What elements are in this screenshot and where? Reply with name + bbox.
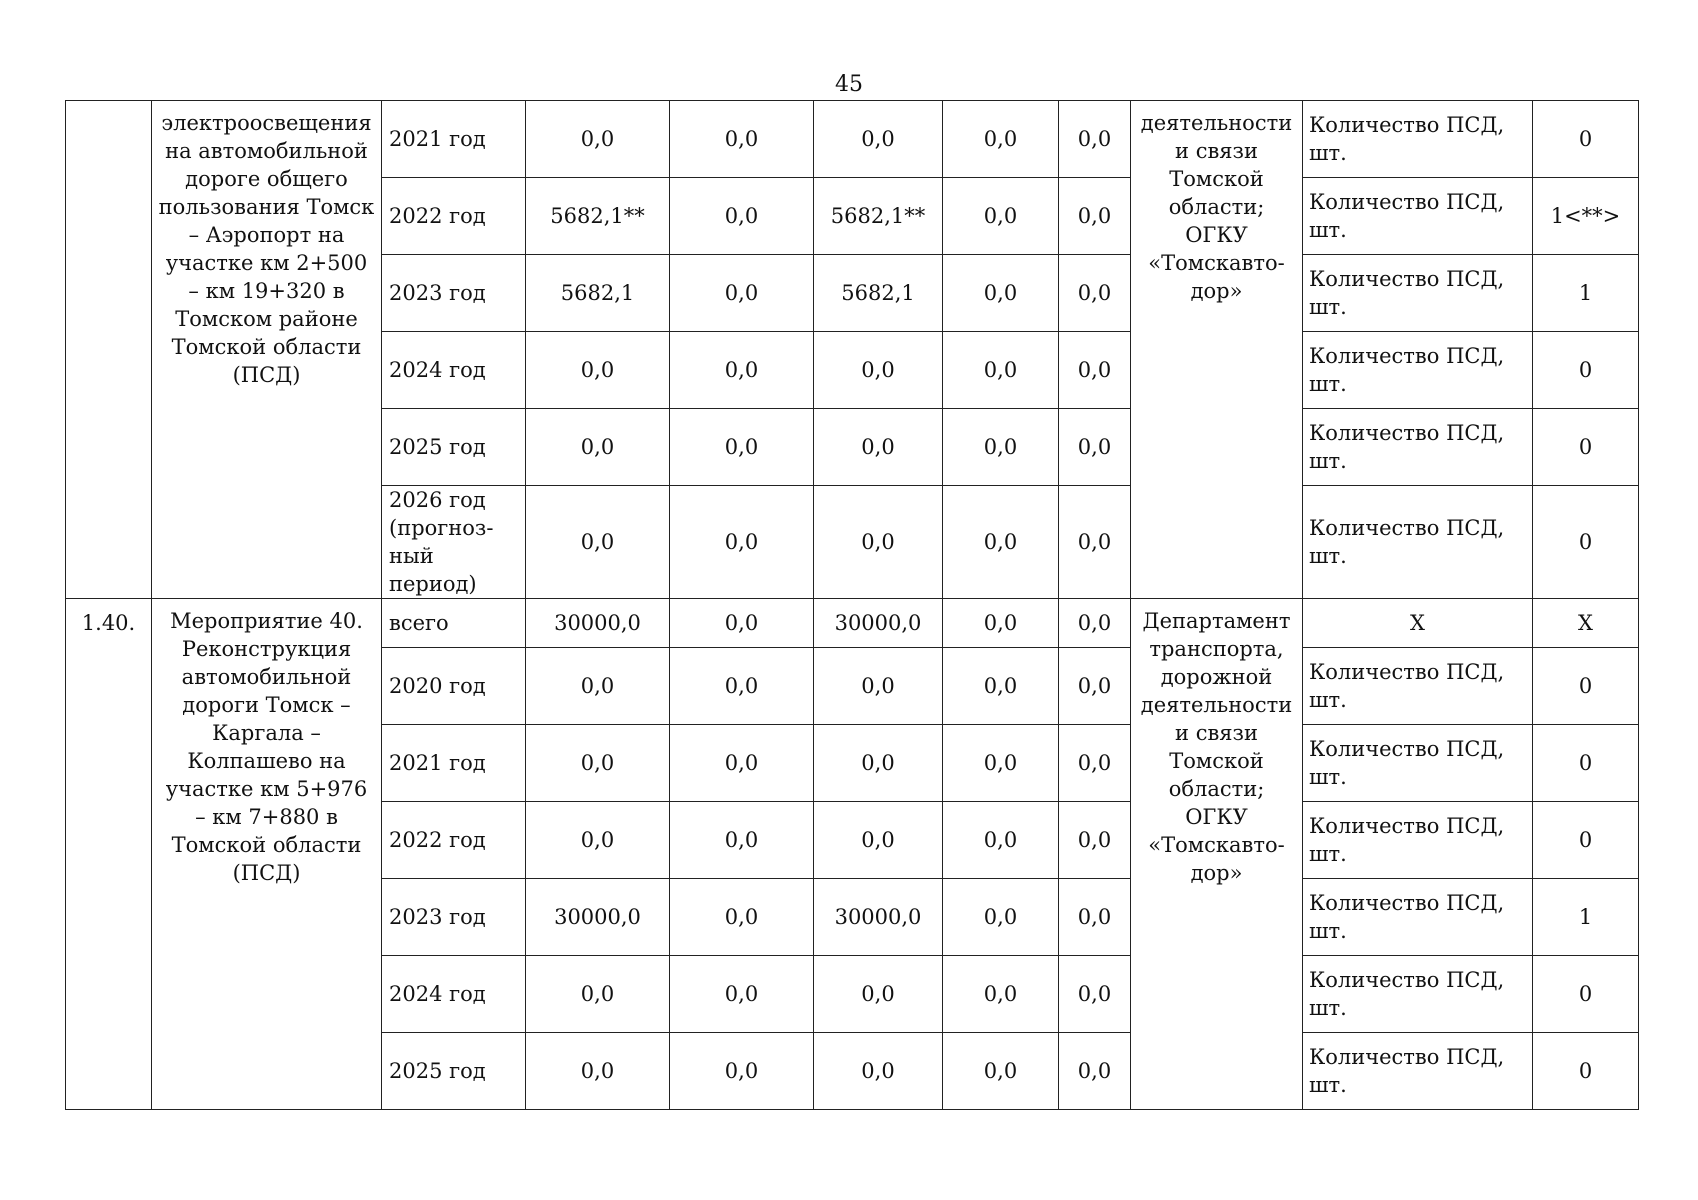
value-cell: 0,0 (943, 332, 1059, 409)
target-cell: 0 (1533, 648, 1639, 725)
value-cell: 0,0 (526, 725, 670, 802)
value-cell: 0,0 (670, 802, 814, 879)
value-cell: 0,0 (1059, 101, 1131, 178)
executor-cell: Департамент транспорта, дорожной деятельности и связи Томской области; ОГКУ «Томскавто-дор» (1131, 599, 1303, 1110)
value-cell: 0,0 (943, 1033, 1059, 1110)
value-cell: 0,0 (526, 409, 670, 486)
value-cell: 0,0 (814, 648, 943, 725)
value-cell: 0,0 (814, 332, 943, 409)
value-cell: 0,0 (814, 802, 943, 879)
value-cell: 0,0 (814, 725, 943, 802)
value-cell: 0,0 (943, 879, 1059, 956)
year-cell: 2020 год (382, 648, 526, 725)
year-cell: 2024 год (382, 956, 526, 1033)
target-cell: 0 (1533, 956, 1639, 1033)
value-cell: 30000,0 (526, 879, 670, 956)
value-cell: 0,0 (1059, 599, 1131, 648)
value-cell: 0,0 (943, 599, 1059, 648)
value-cell: 0,0 (670, 255, 814, 332)
executor-cell: деятельности и связи Томской области; ОГКУ «Томскавто-дор» (1131, 101, 1303, 599)
value-cell: 0,0 (526, 956, 670, 1033)
value-cell: 0,0 (670, 879, 814, 956)
indicator-cell: Количество ПСД, шт. (1303, 956, 1533, 1033)
value-cell: 0,0 (943, 486, 1059, 599)
table-row (66, 599, 1639, 648)
year-cell: 2023 год (382, 879, 526, 956)
value-cell: 0,0 (670, 648, 814, 725)
year-cell: 2024 год (382, 332, 526, 409)
value-cell: 5682,1** (814, 178, 943, 255)
value-cell: 0,0 (526, 648, 670, 725)
indicator-cell: Количество ПСД, шт. (1303, 725, 1533, 802)
value-cell: 0,0 (526, 101, 670, 178)
year-cell: 2021 год (382, 725, 526, 802)
indicator-cell: Количество ПСД, шт. (1303, 486, 1533, 599)
value-cell: 0,0 (943, 101, 1059, 178)
indicator-cell: Количество ПСД, шт. (1303, 802, 1533, 879)
item-index-cell (66, 101, 152, 599)
value-cell: 0,0 (1059, 255, 1131, 332)
value-cell: 0,0 (670, 101, 814, 178)
item-description-cell: электроосвещения на автомобильной дороге общего пользования Томск – Аэропорт на участке км 2+500 – км 19+320 в Томском районе Томской области (ПСД) (152, 101, 382, 599)
target-cell: 0 (1533, 802, 1639, 879)
value-cell: 0,0 (1059, 1033, 1131, 1110)
target-cell: 0 (1533, 101, 1639, 178)
value-cell: 0,0 (670, 725, 814, 802)
indicator-cell: Количество ПСД, шт. (1303, 255, 1533, 332)
value-cell: 5682,1 (526, 255, 670, 332)
year-cell: 2025 год (382, 409, 526, 486)
value-cell: 5682,1 (814, 255, 943, 332)
year-cell: 2026 год (прогноз-ный период) (382, 486, 526, 599)
indicator-cell: Х (1303, 599, 1533, 648)
value-cell: 0,0 (1059, 332, 1131, 409)
program-table (65, 100, 1639, 1110)
value-cell: 30000,0 (526, 599, 670, 648)
value-cell: 0,0 (1059, 409, 1131, 486)
target-cell: 0 (1533, 409, 1639, 486)
value-cell: 0,0 (670, 956, 814, 1033)
target-cell: 0 (1533, 1033, 1639, 1110)
indicator-cell: Количество ПСД, шт. (1303, 101, 1533, 178)
year-cell: 2025 год (382, 1033, 526, 1110)
value-cell: 30000,0 (814, 599, 943, 648)
target-cell: 0 (1533, 332, 1639, 409)
value-cell: 0,0 (1059, 725, 1131, 802)
value-cell: 0,0 (526, 486, 670, 599)
value-cell: 0,0 (814, 409, 943, 486)
target-cell: 0 (1533, 725, 1639, 802)
indicator-cell: Количество ПСД, шт. (1303, 879, 1533, 956)
value-cell: 0,0 (1059, 956, 1131, 1033)
value-cell: 0,0 (526, 802, 670, 879)
value-cell: 0,0 (814, 1033, 943, 1110)
value-cell: 0,0 (943, 178, 1059, 255)
indicator-cell: Количество ПСД, шт. (1303, 332, 1533, 409)
value-cell: 0,0 (943, 255, 1059, 332)
value-cell: 0,0 (1059, 178, 1131, 255)
value-cell: 0,0 (1059, 486, 1131, 599)
value-cell: 0,0 (943, 648, 1059, 725)
target-cell: 0 (1533, 486, 1639, 599)
year-cell: всего (382, 599, 526, 648)
value-cell: 0,0 (526, 332, 670, 409)
year-cell: 2021 год (382, 101, 526, 178)
value-cell: 0,0 (943, 725, 1059, 802)
value-cell: 0,0 (814, 486, 943, 599)
page-number: 45 (835, 72, 863, 97)
indicator-cell: Количество ПСД, шт. (1303, 178, 1533, 255)
target-cell: 1<**> (1533, 178, 1639, 255)
value-cell: 5682,1** (526, 178, 670, 255)
indicator-cell: Количество ПСД, шт. (1303, 648, 1533, 725)
value-cell: 0,0 (670, 486, 814, 599)
item-description-cell: Мероприятие 40. Реконструкция автомобильной дороги Томск – Каргала – Колпашево на участке км 5+976 – км 7+880 в Томской области (ПСД) (152, 599, 382, 1110)
value-cell: 0,0 (670, 409, 814, 486)
item-index-cell: 1.40. (66, 599, 152, 1110)
value-cell: 0,0 (814, 956, 943, 1033)
year-cell: 2022 год (382, 178, 526, 255)
value-cell: 30000,0 (814, 879, 943, 956)
indicator-cell: Количество ПСД, шт. (1303, 1033, 1533, 1110)
value-cell: 0,0 (670, 1033, 814, 1110)
target-cell: 1 (1533, 879, 1639, 956)
value-cell: 0,0 (1059, 879, 1131, 956)
value-cell: 0,0 (670, 332, 814, 409)
value-cell: 0,0 (943, 802, 1059, 879)
table-row (66, 101, 1639, 178)
target-cell: Х (1533, 599, 1639, 648)
value-cell: 0,0 (943, 956, 1059, 1033)
value-cell: 0,0 (526, 1033, 670, 1110)
value-cell: 0,0 (814, 101, 943, 178)
value-cell: 0,0 (943, 409, 1059, 486)
value-cell: 0,0 (1059, 802, 1131, 879)
indicator-cell: Количество ПСД, шт. (1303, 409, 1533, 486)
target-cell: 1 (1533, 255, 1639, 332)
year-cell: 2022 год (382, 802, 526, 879)
year-cell: 2023 год (382, 255, 526, 332)
value-cell: 0,0 (670, 599, 814, 648)
value-cell: 0,0 (1059, 648, 1131, 725)
value-cell: 0,0 (670, 178, 814, 255)
